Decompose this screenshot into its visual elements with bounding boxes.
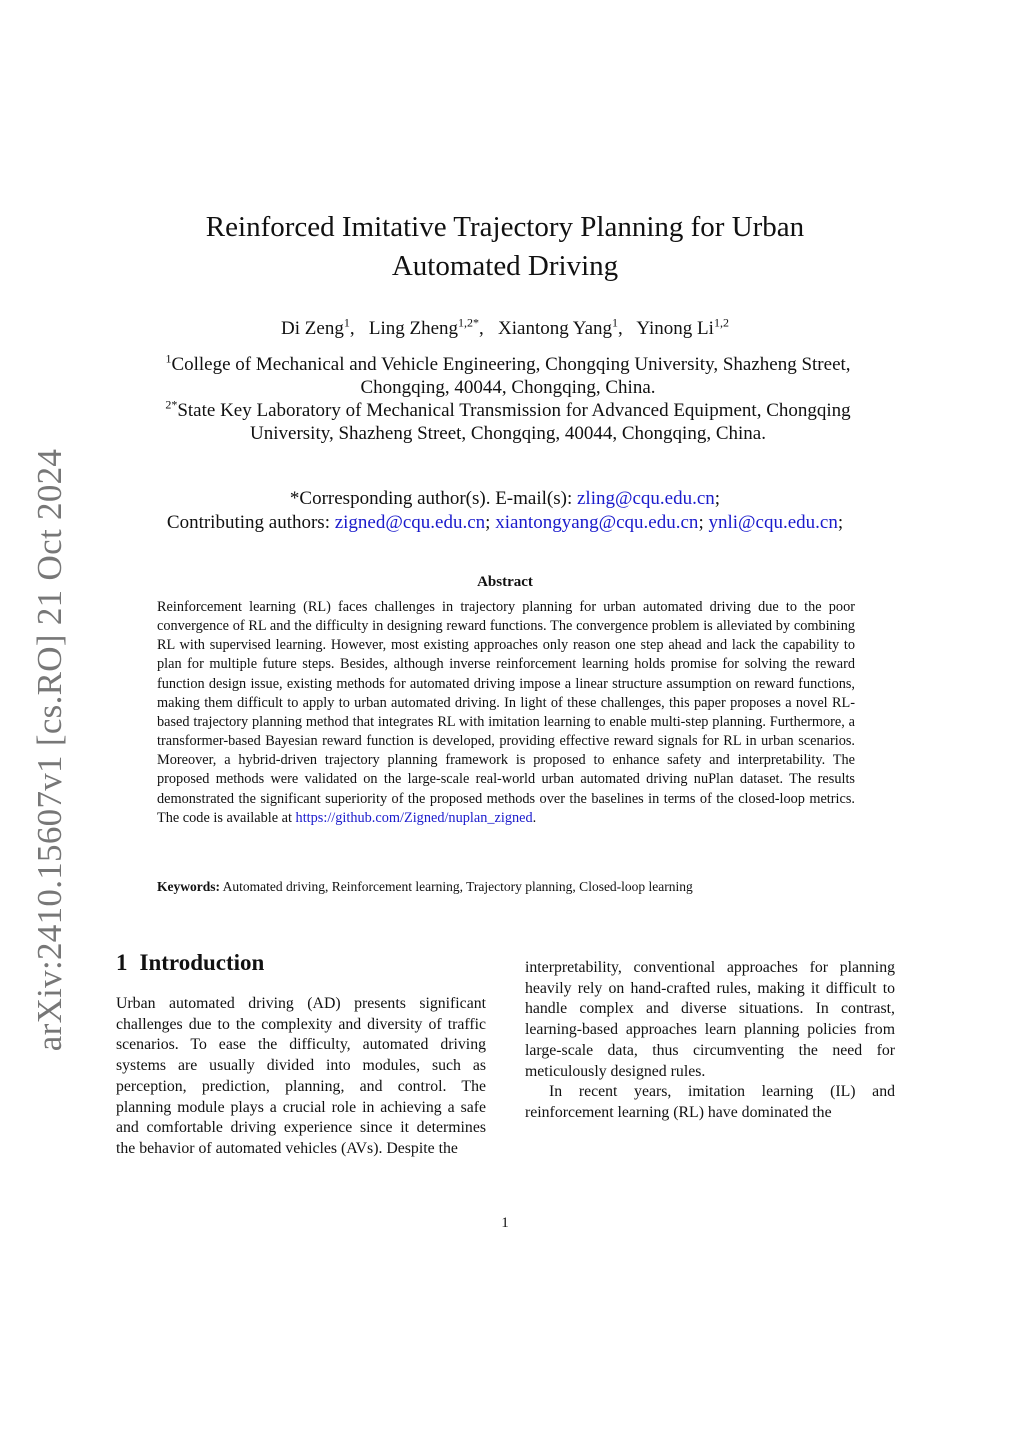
affiliation-1 xyxy=(118,353,898,399)
left-column xyxy=(116,994,486,1160)
abstract-text: Reinforcement learning (RL) faces challenges in trajectory planning for urban automated driving due to the poor convergence of RL and the difficulty in designing reward functions. The convergence problem is alleviated by combining RL with supervised learning. However, most existing approaches only reason one step ahead and lack the capability to plan for multiple future steps. Besides, although inverse reinforcement learning holds promise for solving the reward function design issue, existing methods for automated driving impose a linear structure assumption on reward functions, making them difficult to apply to urban automated driving. In light of these challenges, this paper proposes a novel RL-based trajectory planning method that integrates RL with imitation learning to enable multi-step planning. Furthermore, a transformer-based Bayesian reward function is developed, providing effective reward signals for RL in urban scenarios. Moreover, a hybrid-driven trajectory planning framework is proposed to enhance safety and interpretability. The proposed methods were validated on the large-scale real-world urban automated driving nuPlan dataset. The results demonstrated the significant superiority of the proposed methods over the baselines in terms of the closed-loop metrics. The code is available at https://github.com/Zigned/nuplan_zigned. xyxy=(157,599,855,826)
abstract-heading: Abstract xyxy=(477,574,533,590)
affiliation-line: Chongqing, 40044, Chongqing, China. xyxy=(360,377,656,398)
corresponding-author: *Corresponding author(s). E-mail(s): zling@cqu.edu.cn; xyxy=(289,488,721,509)
paper-title xyxy=(112,208,898,286)
affiliation-line: State Key Laboratory of Mechanical Transmission for Advanced Equipment, Chongqing xyxy=(177,400,851,421)
paragraph: interpretability, conventional approaches for planning heavily rely on hand-crafted rules, making it difficult to handle complex and diverse situations. In contrast, learning-based approaches learn planning policies from large-scale data, thus circumventing the need for meticulously designed rules. xyxy=(525,959,895,1080)
author-name: Di Zeng xyxy=(281,318,344,339)
section-heading xyxy=(116,950,264,976)
corresponding-label: *Corresponding author(s). E-mail(s): xyxy=(289,488,577,509)
contrib-email-link[interactable]: xiantongyang@cqu.edu.cn xyxy=(495,512,699,533)
affiliation-2 xyxy=(118,399,898,445)
author-sup: 1 xyxy=(343,315,350,330)
author-name: Ling Zheng xyxy=(368,318,459,339)
keywords-label: Keywords: xyxy=(157,879,220,894)
author-name: Yinong Li xyxy=(636,318,714,339)
contributing-authors: Contributing authors: zigned@cqu.edu.cn; xiantongyang@cqu.edu.cn; ynli@cqu.edu.cn; xyxy=(166,512,844,533)
paragraph: Urban automated driving (AD) presents significant challenges due to the complexity and diversity of traffic scenarios. To ease the difficulty, automated driving systems are usually divided into modules, such as perception, prediction, planning, and control. The planning module plays a crucial role in achieving a safe and comfortable driving experience since it determines the behavior of automated vehicles (AVs). Despite the xyxy=(116,995,486,1157)
author-sup: 1,2 xyxy=(713,315,729,330)
corresponding-email-link[interactable]: zling@cqu.edu.cn xyxy=(576,488,715,509)
affiliation-line: College of Mechanical and Vehicle Engineering, Chongqing University, Shazheng Street, xyxy=(171,354,851,375)
section-title: Introduction xyxy=(139,950,265,975)
affiliation-sup: 2* xyxy=(165,397,178,412)
paragraph: In recent years, imitation learning (IL) and reinforcement learning (RL) have dominated the xyxy=(525,1083,895,1121)
keywords xyxy=(157,878,855,896)
author-sup: 1 xyxy=(612,315,619,330)
keywords-text: Automated driving, Reinforcement learning, Trajectory planning, Closed-loop learning xyxy=(222,879,693,894)
section-number: 1 xyxy=(116,950,128,975)
page-number: 1 xyxy=(501,1215,509,1231)
contributing-label: Contributing authors: xyxy=(166,512,335,533)
author-name: Xiantong Yang xyxy=(498,318,613,339)
affiliation-sup: 1 xyxy=(165,351,172,366)
code-link[interactable]: https://github.com/Zigned/nuplan_zigned xyxy=(295,809,533,826)
arxiv-stamp: arXiv:2410.15607v1 [cs.RO] 21 Oct 2024 xyxy=(30,448,69,1052)
contrib-email-link[interactable]: ynli@cqu.edu.cn xyxy=(708,512,838,533)
contrib-email-link[interactable]: zigned@cqu.edu.cn xyxy=(334,512,486,533)
title-line-1: Reinforced Imitative Trajectory Planning for Urban xyxy=(205,211,805,243)
author-sup: 1,2* xyxy=(458,315,480,330)
title-line-2: Automated Driving xyxy=(391,250,619,282)
author-list: Di Zeng$^1$, Ling Zheng$^{1,2*}$, Xiantong Yang$^1$, Yinong Li$^{1,2}$ xyxy=(281,315,729,339)
abstract-body: Reinforcement learning (RL) faces challenges in trajectory planning for urban automated driving due to the poor convergence of RL and the difficulty in designing reward functions. The convergence problem is alleviated by combining RL with supervised learning. However, most existing approaches only reason one step ahead and lack the capability to plan for multiple future steps. Besides, although inverse reinforcement learning holds promise for solving the reward function design issue, existing methods for automated driving impose a linear structure assumption on reward functions, making them difficult to apply to urban automated driving. In light of these challenges, this paper proposes a novel RL-based trajectory planning method that integrates RL with imitation learning to enable multi-step planning. Furthermore, a transformer-based Bayesian reward function is developed, providing effective reward signals for RL in urban scenarios. Moreover, a hybrid-driven trajectory planning framework is proposed to enhance safety and interpretability. The proposed methods were validated on the large-scale real-world urban automated driving nuPlan dataset. The results demonstrated the significant superiority of the proposed methods over the baselines in terms of the closed-loop metrics. The code is available at xyxy=(157,599,855,826)
affiliation-line: University, Shazheng Street, Chongqing, 40044, Chongqing, China. xyxy=(250,423,766,444)
right-column xyxy=(525,958,895,1124)
